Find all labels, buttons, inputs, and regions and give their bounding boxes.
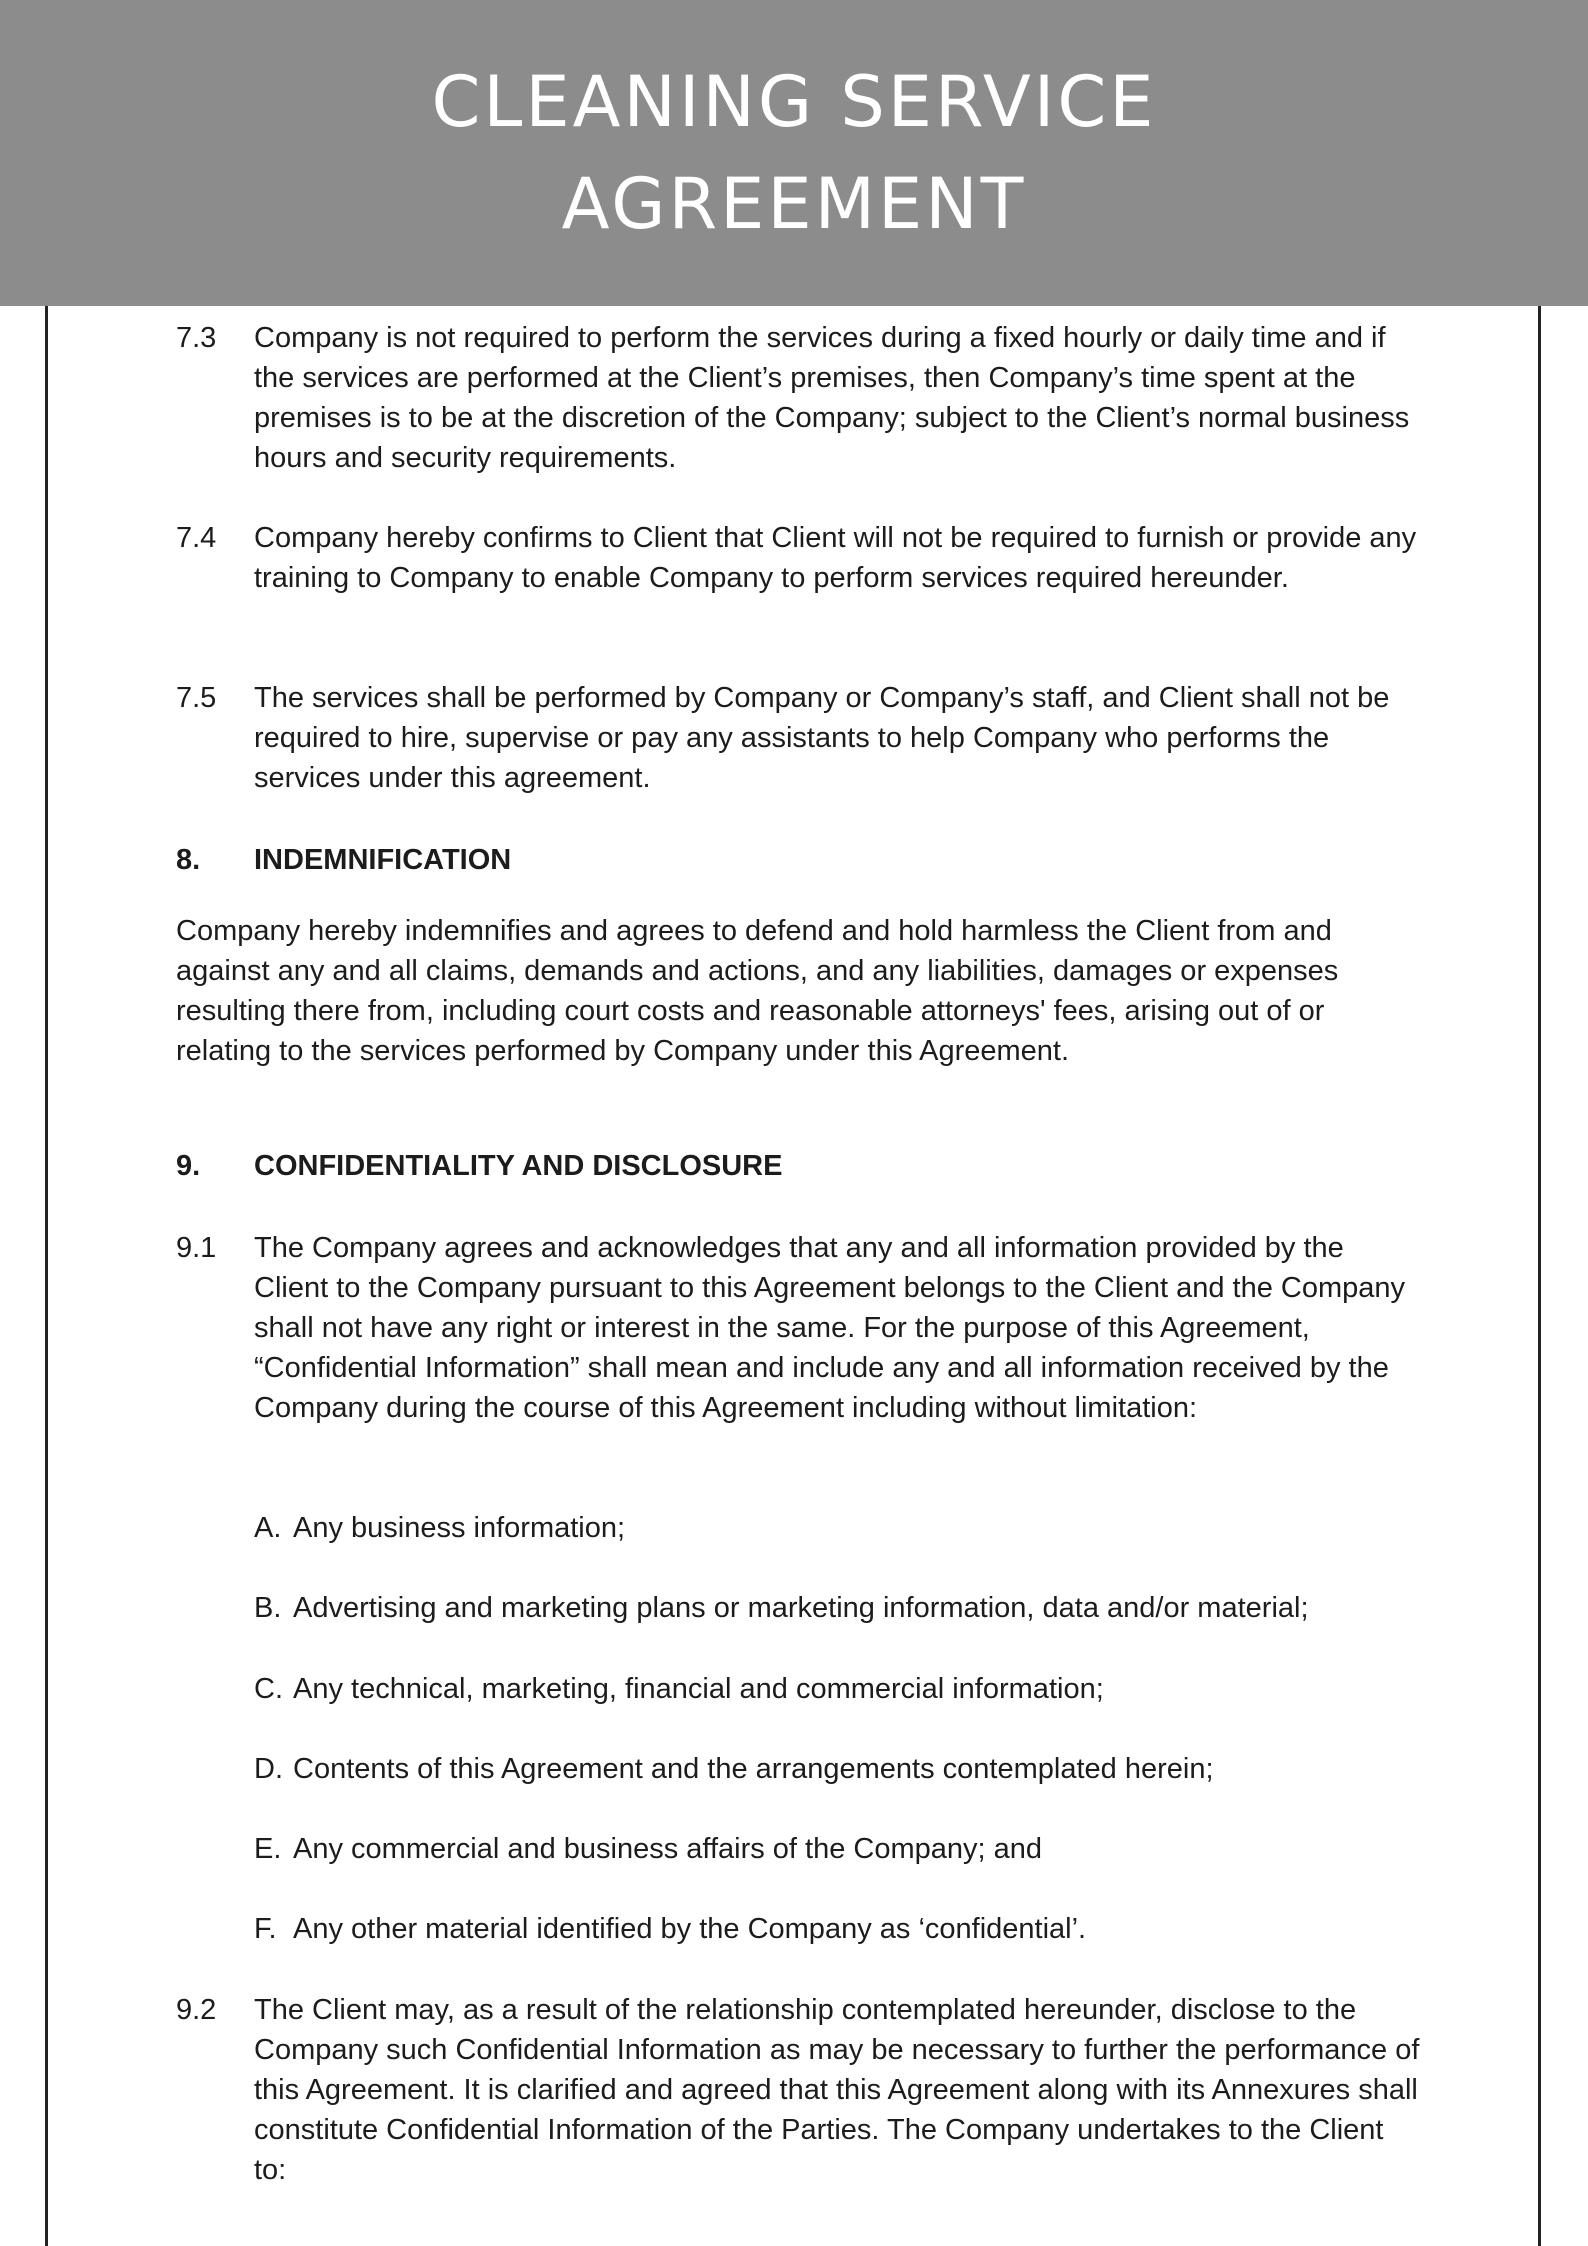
clause-9-1-text: The Company agrees and acknowledges that any and all information provided by the Client to the Company pursuant to this Agreement belongs to the Client and the Company shall not have any right or interest in the same. For the purpose of this Agreement, “Confidential Information” shall mean and include any and all information received by the Company during the course of this Agreement including without limitation: xyxy=(254,1232,1406,1424)
section-number: 8. xyxy=(176,844,201,876)
list-letter: D. xyxy=(254,1753,283,1785)
list-item xyxy=(254,1508,1454,1548)
section-heading-confidentiality: CONFIDENTIALITY AND DISCLOSURE xyxy=(254,1150,783,1182)
list-item-text: Any other material identified by the Company as ‘confidential’. xyxy=(293,1913,1087,1945)
list-item-text: Advertising and marketing plans or marketing information, data and/or material; xyxy=(293,1592,1309,1624)
section-number: 9. xyxy=(176,1150,201,1182)
list-item-text: Any business information; xyxy=(293,1512,626,1544)
list-item-text: Contents of this Agreement and the arrangements contemplated herein; xyxy=(293,1753,1214,1785)
clause-number: 9.2 xyxy=(176,1994,217,2026)
document-title-line-2: AGREEMENT xyxy=(561,163,1027,245)
clause-number: 9.1 xyxy=(176,1232,217,1264)
clause-number: 7.4 xyxy=(176,522,217,554)
list-item-text: Any technical, marketing, financial and commercial information; xyxy=(293,1673,1104,1705)
list-item xyxy=(254,1588,1454,1628)
list-letter: E. xyxy=(254,1833,282,1865)
list-item xyxy=(254,1749,1454,1789)
list-letter: F. xyxy=(254,1913,277,1945)
list-letter: A. xyxy=(254,1512,282,1544)
list-item xyxy=(254,1829,1454,1869)
list-item xyxy=(254,1669,1454,1709)
clause-7-4-text: Company hereby confirms to Client that Client will not be required to furnish or provide any training to Company to enable Company to perform services required hereunder. xyxy=(254,522,1417,594)
list-item-text: Any commercial and business affairs of the Company; and xyxy=(293,1833,1043,1865)
list-letter: B. xyxy=(254,1592,282,1624)
list-letter: C. xyxy=(254,1673,283,1705)
clause-7-5-text: The services shall be performed by Company or Company’s staff, and Client shall not be required to hire, supervise or pay any assistants to help Company who performs the services under this agreement. xyxy=(254,682,1390,794)
indemnification-text: Company hereby indemnifies and agrees to defend and hold harmless the Client from and against any and all claims, demands and actions, and any liabilities, damages or expenses resulting there from, including court costs and reasonable attorneys' fees, arising out of or relating to the services performed by Company under this Agreement. xyxy=(176,915,1339,1067)
list-item xyxy=(254,1909,1454,1949)
clause-number: 7.3 xyxy=(176,322,217,354)
clause-9-2-text: The Client may, as a result of the relationship contemplated hereunder, disclose to the Company such Confidential Information as may be necessary to further the performance of this Agreement. It is clarified and agreed that this Agreement along with its Annexures shall constitute Confidential Information of the Parties. The Company undertakes to the Client to: xyxy=(254,1994,1420,2186)
clause-number: 7.5 xyxy=(176,682,217,714)
section-heading-indemnification: INDEMNIFICATION xyxy=(254,844,512,876)
clause-7-3-text: Company is not required to perform the services during a fixed hourly or daily time and if the services are performed at the Client’s premises, then Company’s time spent at the premises is to be at the discretion of the Company; subject to the Client’s normal business hours and security requirements. xyxy=(254,322,1410,474)
document-title-line-1: CLEANING SERVICE xyxy=(431,61,1157,143)
